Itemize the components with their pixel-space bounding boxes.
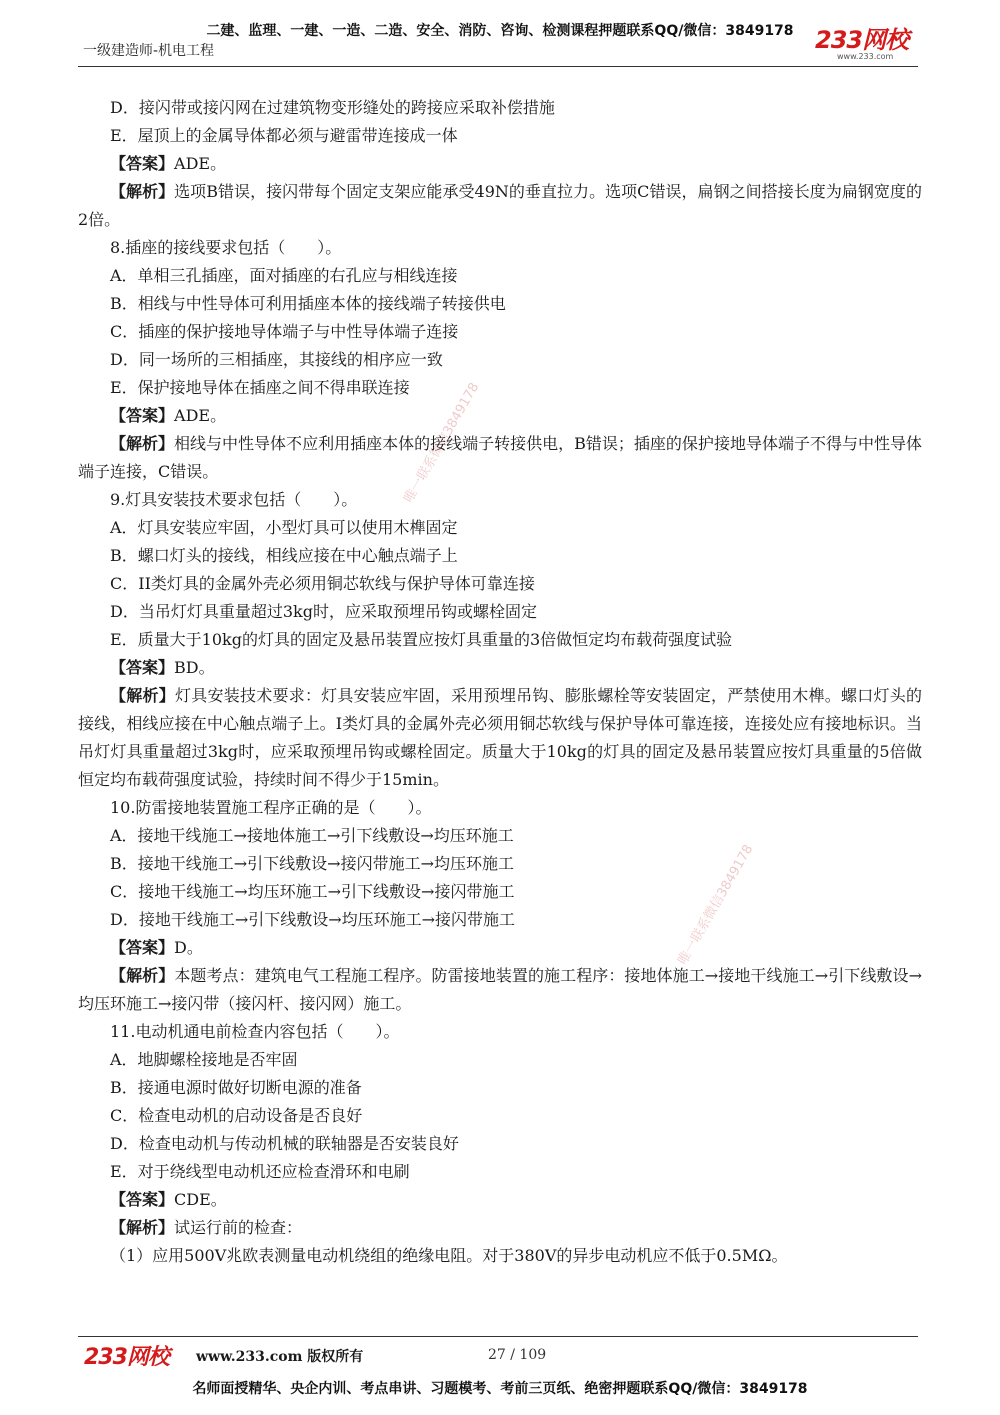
text-line [78, 1018, 922, 1046]
line-text: CDE。 [174, 1190, 227, 1209]
text-line [78, 1074, 922, 1102]
text-line [78, 598, 922, 626]
line-text: C．II类灯具的金属外壳必须用铜芯软线与保护导体可靠连接 [110, 574, 535, 593]
line-text: C．检查电动机的启动设备是否良好 [110, 1106, 363, 1125]
text-line [78, 1046, 922, 1074]
line-label: 【答案】 [110, 1190, 175, 1209]
line-text: E．质量大于10kg的灯具的固定及悬吊装置应按灯具重量的3倍做恒定均布载荷强度试验 [110, 630, 733, 649]
text-line [78, 570, 922, 598]
text-line [78, 486, 922, 514]
text-line [78, 122, 922, 150]
line-text: 选项B错误，接闪带每个固定支架应能承受49N的垂直拉力。选项C错误，扁钢之间搭接长度为扁钢宽度的2倍。 [78, 182, 922, 229]
line-label: 【答案】 [110, 154, 175, 173]
header-divider [78, 66, 918, 67]
line-text: A．地脚螺栓接地是否牢固 [110, 1050, 298, 1069]
line-text: B．螺口灯头的接线，相线应接在中心触点端子上 [110, 546, 458, 565]
document-body [78, 94, 922, 1270]
line-text: B．相线与中性导体可利用插座本体的接线端子转接供电 [110, 294, 506, 313]
line-text: D．同一场所的三相插座，其接线的相序应一致 [110, 350, 443, 369]
text-line [78, 542, 922, 570]
analysis-paragraph [78, 178, 922, 234]
text-line [78, 1102, 922, 1130]
answer-line [78, 654, 922, 682]
line-text: 10.防雷接地装置施工程序正确的是（ ）。 [110, 798, 432, 817]
analysis-paragraph [78, 962, 922, 1018]
text-line [78, 1130, 922, 1158]
answer-line [78, 1186, 922, 1214]
analysis-paragraph [78, 1214, 922, 1242]
line-text: A．接地干线施工→接地体施工→引下线敷设→均压环施工 [110, 826, 514, 845]
line-text: C．接地干线施工→均压环施工→引下线敷设→接闪带施工 [110, 882, 515, 901]
header-subtitle: 一级建造师-机电工程 [83, 43, 215, 59]
text-line [78, 878, 922, 906]
line-text: E．屋顶上的金属导体都必须与避雷带连接成一体 [110, 126, 458, 145]
analysis-paragraph [78, 682, 922, 794]
line-label: 【答案】 [110, 406, 175, 425]
line-text: D．当吊灯灯具重量超过3kg时，应采取预埋吊钩或螺栓固定 [110, 602, 537, 621]
line-text: E．保护接地导体在插座之间不得串联连接 [110, 378, 410, 397]
line-label: 【答案】 [110, 938, 175, 957]
line-text: C．插座的保护接地导体端子与中性导体端子连接 [110, 322, 459, 341]
line-text: ADE。 [174, 406, 227, 425]
line-text: B．接地干线施工→引下线敷设→接闪带施工→均压环施工 [110, 854, 514, 873]
line-text: B．接通电源时做好切断电源的准备 [110, 1078, 362, 1097]
footer-contact-line: 名师面授精华、央企内训、考点串讲、习题模考、考前三页纸、绝密押题联系QQ/微信：3849178 [192, 1381, 808, 1397]
line-text: D．接闪带或接闪网在过建筑物变形缝处的跨接应采取补偿措施 [110, 98, 555, 117]
line-text: （1）应用500V兆欧表测量电动机绕组的绝缘电阻。对于380V的异步电动机应不低于0.5MΩ。 [110, 1246, 788, 1265]
line-text: D．接地干线施工→引下线敷设→均压环施工→接闪带施工 [110, 910, 516, 929]
text-line [78, 346, 922, 374]
line-text: ADE。 [174, 154, 227, 173]
line-text: 8.插座的接线要求包括（ ）。 [110, 238, 342, 257]
text-line [78, 290, 922, 318]
text-line [78, 318, 922, 346]
text-line [78, 94, 922, 122]
text-line [78, 850, 922, 878]
line-label: 【解析】 [110, 1218, 175, 1237]
line-label: 【解析】 [110, 182, 175, 201]
text-line [78, 234, 922, 262]
line-text: E．对于绕线型电动机还应检查滑环和电刷 [110, 1162, 410, 1181]
line-text: BD。 [174, 658, 215, 677]
line-text: 灯具安装技术要求：灯具安装应牢固，采用预埋吊钩、膨胀螺栓等安装固定，严禁使用木榫。螺口灯头的接线，相线应接在中心触点端子上。Ⅰ类灯具的金属外壳必须用铜芯软线与保护导体可靠连接，连接处应有接地标识。当吊灯灯具重量超过3kg时，应采取预埋吊钩或螺栓固定。质量大于10kg的灯具的固定及悬吊装置应按灯具重量的5倍做恒定均布载荷强度试验，持续时间不得少于15min。 [78, 686, 922, 789]
line-text: A．灯具安装应牢固，小型灯具可以使用木榫固定 [110, 518, 458, 537]
line-label: 【解析】 [110, 686, 175, 705]
footer-copyright: www.233.com 版权所有 [196, 1349, 364, 1365]
line-label: 【解析】 [110, 434, 175, 453]
text-line [78, 1242, 922, 1270]
line-text: D．检查电动机与传动机械的联轴器是否安装良好 [110, 1134, 459, 1153]
answer-line [78, 150, 922, 178]
text-line [78, 626, 922, 654]
line-label: 【答案】 [110, 658, 175, 677]
header-contact-line: 二建、监理、一建、一造、二造、安全、消防、咨询、检测课程押题联系QQ/微信：3849178 [206, 23, 794, 39]
text-line [78, 262, 922, 290]
watermark-text: 唯一联系微信3849178 [675, 842, 757, 968]
line-text: 试运行前的检查： [174, 1218, 303, 1237]
line-text: 本题考点：建筑电气工程施工程序。防雷接地装置的施工程序：接地体施工→接地干线施工→引下线敷设→均压环施工→接闪带（接闪杆、接闪网）施工。 [78, 966, 922, 1013]
text-line [78, 514, 922, 542]
text-line [78, 822, 922, 850]
brand-logo-url: www.233.com [837, 52, 894, 61]
text-line [78, 794, 922, 822]
line-label: 【解析】 [110, 966, 175, 985]
line-text: 11.电动机通电前检查内容包括（ ）。 [110, 1022, 400, 1041]
text-line [78, 374, 922, 402]
answer-line [78, 934, 922, 962]
watermark-text: 唯一联系微信3849178 [401, 380, 483, 506]
text-line [78, 1158, 922, 1186]
footer-logo: 233网校 [84, 1345, 169, 1370]
line-text: 相线与中性导体不应利用插座本体的接线端子转接供电，B错误；插座的保护接地导体端子不得与中性导体端子连接，C错误。 [78, 434, 922, 481]
analysis-paragraph [78, 430, 922, 486]
page-number: 27 / 109 [488, 1347, 547, 1363]
line-text: 9.灯具安装技术要求包括（ ）。 [110, 490, 358, 509]
line-text: A．单相三孔插座，面对插座的右孔应与相线连接 [110, 266, 458, 285]
brand-logo [815, 28, 925, 62]
text-line [78, 906, 922, 934]
footer-divider [78, 1336, 918, 1337]
line-text: D。 [174, 938, 203, 957]
answer-line [78, 402, 922, 430]
brand-logo-mark: 233网校 [815, 26, 909, 54]
